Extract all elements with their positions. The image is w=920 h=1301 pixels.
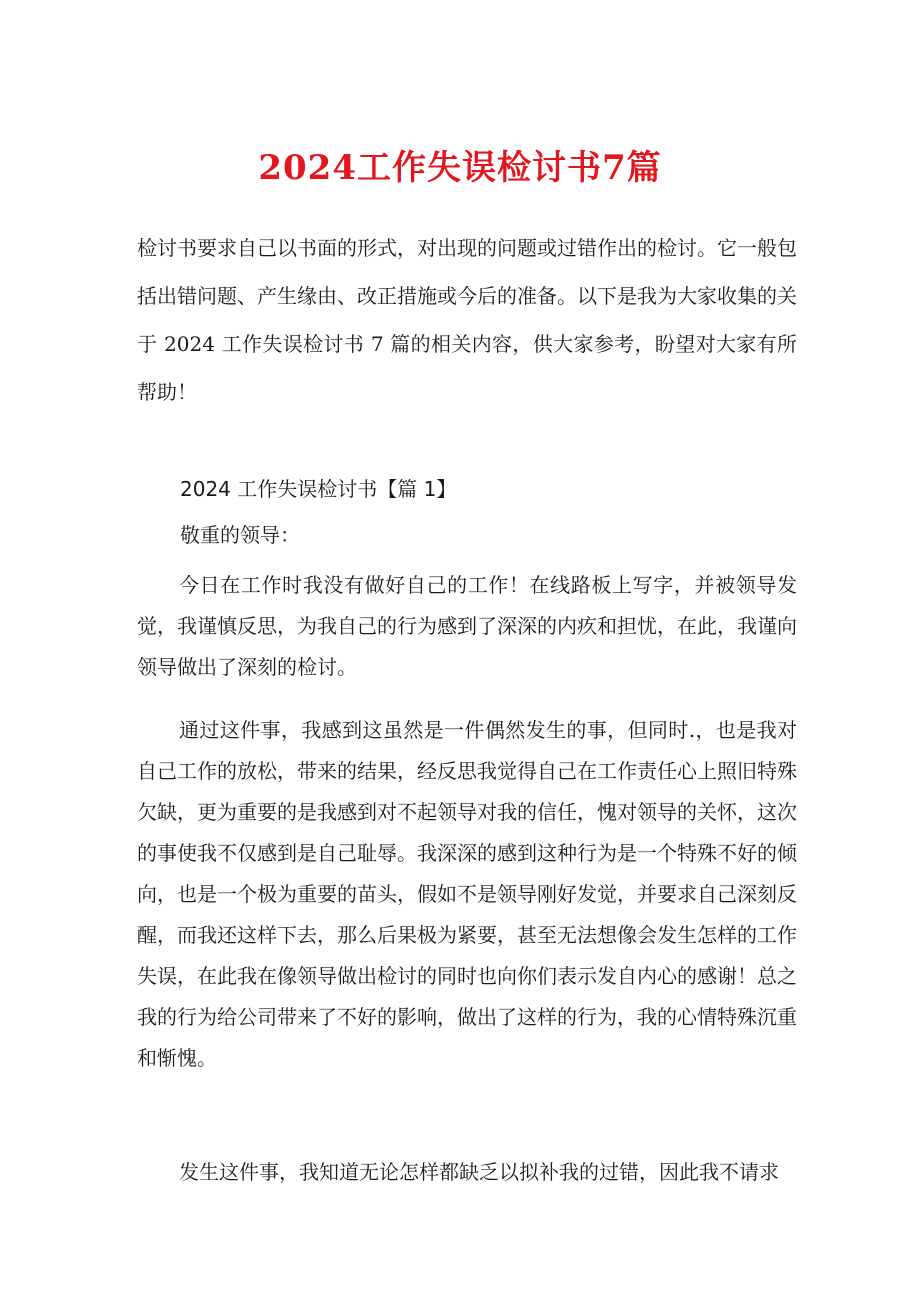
document-title: 2024工作失误检讨书7篇 xyxy=(258,148,662,188)
body-paragraph-1: 今日在工作时我没有做好自己的工作！在线路板上写字，并被领导发觉，我谨慎反思，为我自己的行为感到了深深的内疚和担忧，在此，我谨向领导做出了深刻的检讨。 xyxy=(137,573,797,679)
body-paragraph-3: 发生这件事，我知道无论怎样都缺乏以拟补我的过错，因此我不请求 xyxy=(179,1160,779,1184)
section-heading: 2024 工作失误检讨书【篇 1】 xyxy=(180,477,457,501)
intro-paragraph: 检讨书要求自己以书面的形式，对出现的问题或过错作出的检讨。它一般包括出错问题、产生缘由、改正措施或今后的准备。以下是我为大家收集的关于 2024 工作失误检讨书 7 篇的相关内容，供大家参考，盼望对大家有所帮助！ xyxy=(137,236,797,404)
salutation: 敬重的领导： xyxy=(180,523,300,547)
body-paragraph-2: 通过这件事，我感到这虽然是一件偶然发生的事，但同时.，也是我对自己工作的放松，带来的结果，经反思我觉得自己在工作责任心上照旧特殊欠缺，更为重要的是我感到对不起领导对我的信任，愧对领导的关怀，这次的事使我不仅感到是自己耻辱。我深深的感到这种行为是一个特殊不好的倾向，也是一个极为重要的苗头，假如不是领导刚好发觉，并要求自己深刻反醒，而我还这样下去，那么后果极为紧要，甚至无法想像会发生怎样的工作失误，在此我在像领导做出检讨的同时也向你们表示发自内心的感谢！总之我的行为给公司带来了不好的影响，做出了这样的行为，我的心情特殊沉重和惭愧。 xyxy=(137,718,797,1070)
